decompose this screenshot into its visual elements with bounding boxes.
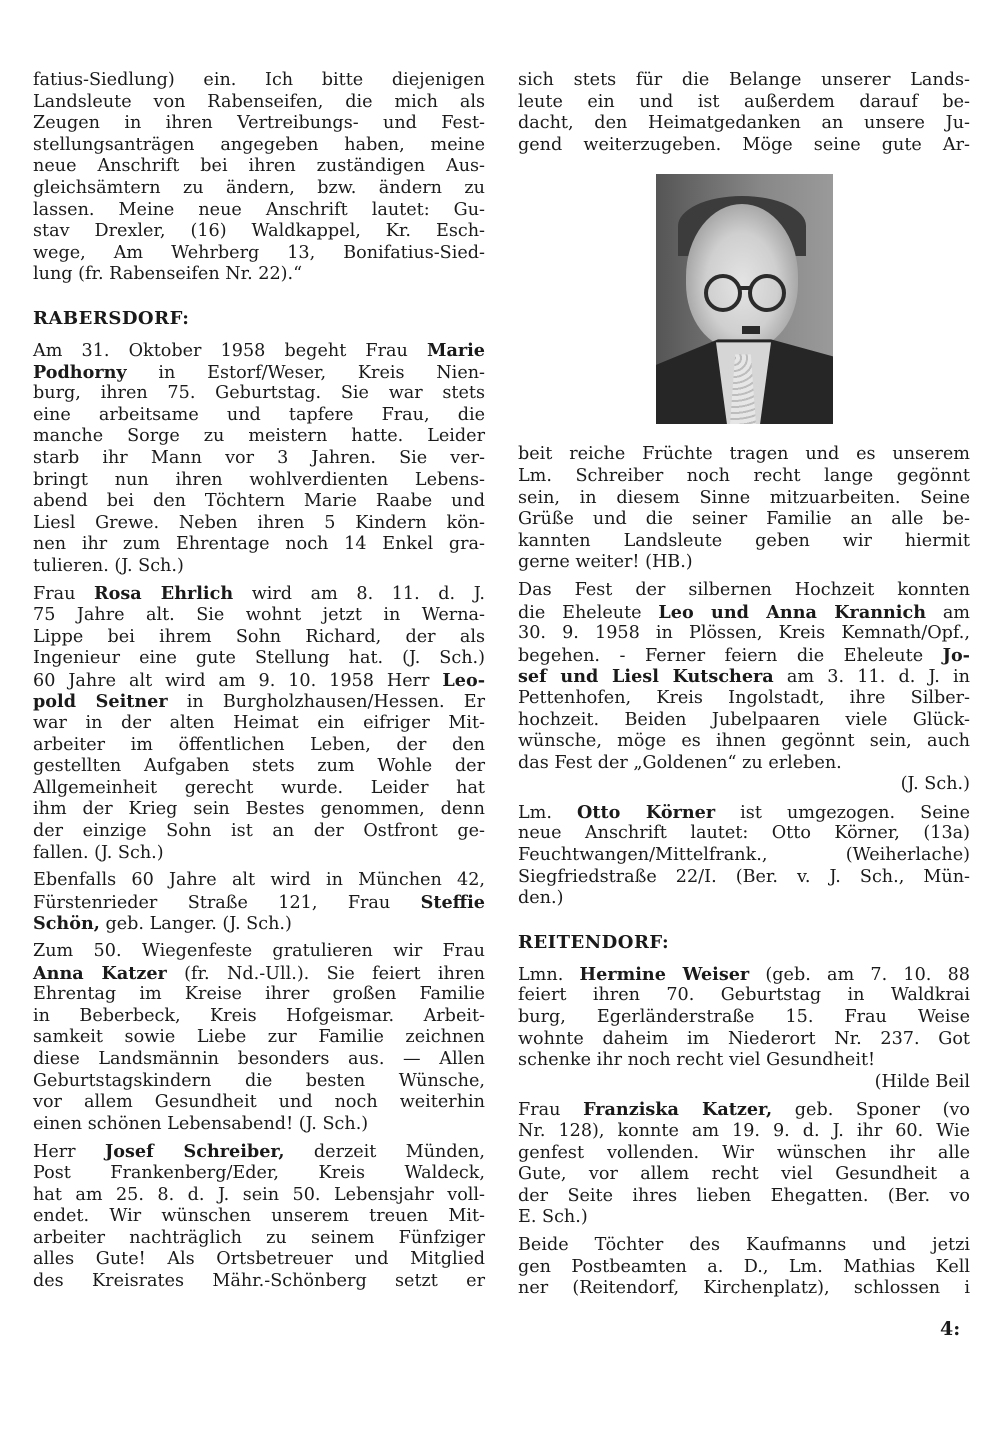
person-name: Jo-	[942, 644, 970, 666]
text-line: gestellten Aufgaben stets zum Wohle der	[33, 756, 485, 777]
text-line: burg, Egerländerstraße 15. Frau Weise	[518, 1007, 970, 1028]
text-line: alles Gute! Als Ortsbetreuer und Mitglied	[33, 1249, 485, 1270]
person-name: Franziska Katzer,	[583, 1099, 773, 1121]
portrait-photo	[656, 174, 833, 424]
text-line: ner (Reitendorf, Kirchenplatz), schlossen i	[518, 1278, 970, 1299]
text-line: gerne weiter! (HB.)	[518, 552, 693, 573]
text-line: kannten Landsleute geben wir hiermit	[518, 530, 970, 551]
text-line: ihm der Krieg sein Bestes genommen, denn	[33, 799, 485, 820]
text-line: fallen. (J. Sch.)	[33, 842, 164, 863]
text-line: Landsleute von Rabenseifen, die mich als	[33, 91, 485, 112]
text-line: arbeiter im öffentlichen Leben, der den	[33, 734, 485, 755]
text-line: der einzige Sohn ist an der Ostfront ge-	[33, 821, 485, 841]
text-line: Beide Töchter des Kaufmanns und jetzi	[518, 1234, 970, 1255]
text-line: 30. 9. 1958 in Plössen, Kreis Kemnath/Opf.,	[518, 623, 970, 644]
text-line: Lmn. Hermine Weiser (geb. am 7. 10. 88	[518, 963, 970, 985]
text-line: eine arbeitsame und tapfere Frau, die	[33, 404, 485, 425]
text-line: schenke ihr noch recht viel Gesundheit!	[518, 1050, 876, 1071]
text-line: abend bei den Töchtern Marie Raabe und	[33, 491, 485, 512]
text-line: fatius-Siedlung) ein. Ich bitte diejenigen	[33, 70, 485, 90]
paragraph-anna-katzer	[33, 941, 485, 1135]
person-name: Leo-	[442, 669, 485, 691]
paragraph-franziska-katzer	[518, 1099, 970, 1229]
text-line: Ebenfalls 60 Jahre alt wird in München 42,	[33, 870, 485, 891]
page-number: 4:	[940, 1318, 961, 1340]
text-line: Feuchtwangen/Mittelfrank., (Weiherlache)	[518, 845, 970, 866]
text-line: burg, ihren 75. Geburtstag. Sie war stets	[33, 383, 485, 404]
text-line: Ingenieur eine gute Stellung hat. (J. Sch.)	[33, 648, 485, 669]
text-line: starb ihr Mann vor 3 Jahren. Sie ver-	[33, 447, 485, 468]
text-line: wünsche, möge es ihnen gegönnt sein, auch	[518, 731, 970, 752]
text-line: lassen. Meine neue Anschrift lautet: Gu-	[33, 199, 485, 220]
text-line: Lm. Otto Körner ist umgezogen. Seine	[518, 801, 970, 823]
text-line: Gute, vor allem recht viel Gesundheit a	[518, 1164, 970, 1185]
left-column	[33, 70, 485, 1298]
paragraph-keller	[518, 1235, 970, 1300]
text-line: Herr Josef Schreiber, derzeit Münden,	[33, 1141, 485, 1163]
text-line: leute ein und ist außerdem darauf be-	[518, 91, 970, 112]
text-line: Pettenhofen, Kreis Ingolstadt, ihre Silber-	[518, 687, 970, 708]
paragraph-krannich-kutschera	[518, 580, 970, 796]
text-line: die Eheleute Leo und Anna Krannich am	[518, 601, 970, 623]
text-line: bringt nun ihren wohlverdienten Lebens-	[33, 469, 485, 490]
text-line: gend weiterzugeben. Möge seine gute Ar-	[518, 134, 970, 155]
text-line: das Fest der „Goldenen“ zu erleben.	[518, 752, 842, 773]
text-line: wohnte daheim im Niederort Nr. 237. Got	[518, 1028, 970, 1049]
text-line: neue Anschrift bei ihren zuständigen Aus-	[33, 156, 485, 177]
section-heading-reitendorf: REITENDORF:	[518, 931, 670, 953]
text-line: endet. Wir wünschen unserem treuen Mit-	[33, 1206, 485, 1227]
text-line: einen schönen Lebensabend! (J. Sch.)	[33, 1113, 369, 1134]
text-line: Allgemeinheit gerecht wurde. Leider hat	[33, 777, 485, 798]
text-line: E. Sch.)	[518, 1207, 588, 1228]
text-line: sein, in diesem Sinne mitzuarbeiten. Seine	[518, 487, 970, 508]
paragraph-schreiber	[33, 1141, 485, 1292]
text-line: den.)	[518, 888, 564, 909]
text-line: Am 31. Oktober 1958 begeht Frau Marie	[33, 339, 485, 361]
person-name: Marie	[426, 339, 485, 361]
person-name: sef und Liesl Kutschera	[518, 666, 774, 688]
text-line: manche Sorge zu meistern hatte. Leider	[33, 426, 485, 447]
paragraph-schoen	[33, 870, 485, 935]
text-line: Das Fest der silbernen Hochzeit konnten	[518, 579, 970, 600]
signature: (J. Sch.)	[900, 774, 970, 795]
text-line: des Kreisrates Mähr.-Schönberg setzt er	[33, 1270, 485, 1291]
text-line: Nr. 128), konnte am 19. 9. d. J. ihr 60. Wie	[518, 1121, 970, 1141]
paragraph-schreiber-continued	[518, 70, 970, 156]
text-line: Anna Katzer (fr. Nd.-Ull.). Sie feiert ihren	[33, 962, 485, 984]
text-line: Frau Franziska Katzer, geb. Sponer (vo	[518, 1099, 971, 1121]
person-name: Rosa Ehrlich	[94, 583, 234, 605]
person-name: Anna Katzer	[33, 962, 167, 984]
text-line: begehen. - Ferner feiern die Eheleute Jo-	[518, 644, 970, 666]
person-name: Steffie	[420, 891, 485, 913]
text-line: stav Drexler, (16) Waldkappel, Kr. Esch-	[33, 221, 485, 242]
text-line: war in der alten Heimat ein eifriger Mit-	[33, 713, 485, 734]
text-line: Lm. Schreiber noch recht lange gegönnt	[518, 465, 970, 486]
text-line: stellungsanträgen angegeben haben, meine	[33, 134, 485, 155]
person-name: Josef Schreiber,	[104, 1141, 285, 1163]
text-line: vor allem Gesundheit und noch weiterhin	[33, 1092, 485, 1113]
paragraph-schreiber-continued-2	[518, 444, 970, 574]
section-heading-rabersdorf: RABERSDORF:	[33, 307, 190, 329]
text-line: arbeiter nachträglich zu seinem Fünfziger	[33, 1227, 485, 1248]
text-line: Post Frankenberg/Eder, Kreis Waldeck,	[33, 1162, 485, 1183]
text-line: pold Seitner in Burgholzhausen/Hessen. Er	[33, 691, 485, 713]
text-line: genfest vollenden. Wir wünschen ihr alle	[518, 1142, 970, 1163]
text-line: Zeugen in ihren Vertreibungs- und Fest-	[33, 113, 485, 134]
text-line: feiert ihren 70. Geburtstag in Waldkrai	[518, 985, 970, 1006]
signature: (Hilde Beil	[874, 1071, 970, 1092]
text-line: Podhorny in Estorf/Weser, Kreis Nien-	[33, 361, 486, 383]
paragraph-seitner	[33, 670, 485, 864]
person-name: Hermine Weiser	[579, 963, 750, 985]
text-line: 60 Jahre alt wird am 9. 10. 1958 Herr Leo-	[33, 669, 485, 691]
text-line: Frau Rosa Ehrlich wird am 8. 11. d. J.	[33, 583, 485, 605]
text-line: Zum 50. Wiegenfeste gratulieren wir Frau	[33, 940, 485, 961]
text-line: in Beberbeck, Kreis Hofgeismar. Arbeit-	[33, 1005, 485, 1026]
text-line: hat am 25. 8. d. J. sein 50. Lebensjahr voll-	[33, 1184, 485, 1205]
text-line: Grüße und die seiner Familie an alle be-	[518, 509, 970, 530]
text-line: neue Anschrift lautet: Otto Körner, (13a)	[518, 823, 970, 844]
person-name: Otto Körner	[577, 801, 716, 823]
text-line: der Seite ihres lieben Ehegatten. (Ber. vo	[518, 1185, 970, 1206]
text-line: nen ihr zum Ehrentage noch 14 Enkel gra-	[33, 534, 485, 555]
person-name: Schön,	[33, 913, 100, 935]
text-line: sich stets für die Belange unserer Lands-	[518, 70, 970, 90]
text-line: sef und Liesl Kutschera am 3. 11. d. J. in	[518, 666, 971, 688]
text-line: 75 Jahre alt. Sie wohnt jetzt in Werna-	[33, 605, 485, 626]
text-line: Siegfriedstraße 22/I. (Ber. v. J. Sch., Mün-	[518, 866, 970, 887]
text-line: Liesl Grewe. Neben ihren 5 Kindern kön-	[33, 512, 485, 533]
text-line: diese Landsmännin besonders aus. — Allen	[33, 1048, 485, 1069]
text-line: lung (fr. Rabenseifen Nr. 22).“	[33, 264, 303, 285]
text-line: hochzeit. Beiden Jubelpaaren viele Glück-	[518, 709, 970, 730]
text-line: Lippe bei ihrem Sohn Richard, der als	[33, 626, 485, 647]
person-name: Leo und Anna Krannich	[658, 601, 926, 623]
text-line: Geburtstagskindern die besten Wünsche,	[33, 1070, 485, 1091]
text-line: dacht, den Heimatgedanken an unsere Ju-	[518, 113, 970, 134]
text-line: beit reiche Früchte tragen und es unserem	[518, 444, 970, 465]
text-line: Schön, geb. Langer. (J. Sch.)	[33, 913, 292, 935]
paragraph-ehrlich	[33, 583, 485, 669]
text-line: Fürstenrieder Straße 121, Frau Steffie	[33, 891, 485, 913]
text-line: wege, Am Wehrberg 13, Bonifatius-Sied-	[33, 242, 485, 263]
text-line: Ehrentag im Kreise ihrer großen Familie	[33, 984, 485, 1005]
paragraph-podhorny	[33, 340, 485, 578]
paragraph-weiser	[518, 964, 970, 1094]
person-name: Podhorny	[33, 361, 127, 383]
paragraph-koerner	[518, 802, 970, 910]
text-line: gen Postbeamten a. D., Lm. Mathias Kell	[518, 1256, 970, 1277]
text-line: gleichsämtern zu ändern, bzw. ändern zu	[33, 177, 485, 198]
right-column	[518, 70, 970, 1306]
paragraph-drexler-address	[33, 70, 485, 286]
person-name: pold Seitner	[33, 691, 168, 713]
text-line: tulieren. (J. Sch.)	[33, 555, 184, 576]
text-line: samkeit sowie Liebe zur Familie zeichnen	[33, 1027, 485, 1048]
